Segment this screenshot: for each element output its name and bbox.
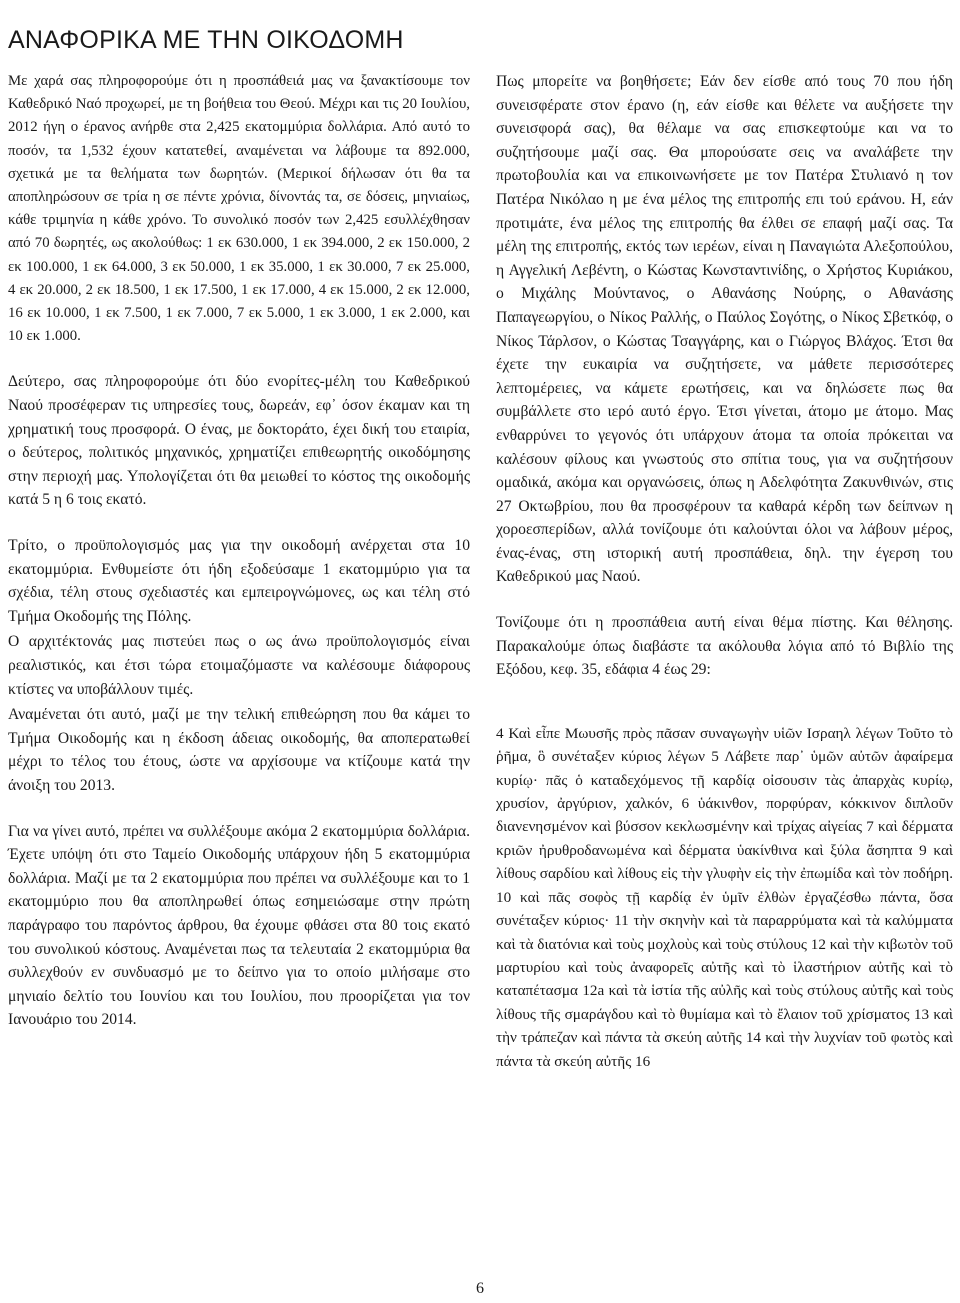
paragraph-donations: Με χαρά σας πληροφορούμε ότι η προσπάθειά μας να ξανακτίσουμε τον Καθεδρικό Ναό προχωρεί, με τη βοήθεια του Θεού. Μέχρι και τις 20 Ιουλίου, 2012 ήγη ο έρανος ανήρθε στα 2,425 εκατομμύρια δολλάρια. Από αυτό το ποσόν, τα 1,532 έχουν κατατεθεί, αναμένεται να λάβουμε τα 892.000, σχετικά με τα θελήματα των δωρητών. (Μερικοί δήλωσαν ότι θα τα αποπληρώσουν σε τρία η σε πέντε χρόνια, δίνοντάς τα, σε δόσεις, μηνιαίως, κάθε τριμηνία η κάθε χρόνο. Το συνολικό ποσόν των 2,425 εσυλλέχθησαν από 70 δωρητές, ως ακολούθως: 1 εκ 630.000, 1 εκ 394.000, 2 εκ 150.000, 2 εκ 100.000, 1 εκ 64.000, 3 εκ 50.000, 1 εκ 35.000, 1 εκ 30.000, 7 εκ 25.000, 4 εκ 20.000, 2 εκ 18.500, 1 εκ 17.500, 1 εκ 17.000, 4 εκ 15.000, 2 εκ 12.000, 16 εκ 10.000, 1 εκ 7.500, 1 εκ 7.000, 7 εκ 5.000, 1 εκ 3.000, 1 εκ 2.000, και 10 εκ 1.000. xyxy=(8,73,470,345)
paragraph-inspection: Αναμένεται ότι αυτό, μαζί με την τελική επιθεώρηση που θα κάμει το Τμήμα Οικοδομής και η έκδοση άδειας οικοδομής, θα αποπερατωθεί μέχρι το τέλος του έτους, ώστε να αρχίσουμε να κτίζουμε κατά την άνοιξη του 2013. xyxy=(8,706,470,794)
paragraph-architect: Ο αρχιτέκτονάς μας πιστεύει πως ο ως άνω προϋπολογισμός είναι ρεαλιστικός, και έτσι τώρα ετοιμαζόμαστε να καλέσουμε διάφορους κτίστες να υποβάλλουν τιμές. xyxy=(8,633,470,698)
paragraph-remaining-funds: Για να γίνει αυτό, πρέπει να συλλέξουμε ακόμα 2 εκατομμύρια δολλάρια. Έχετε υπόψη ότι στο Ταμείο Οικοδομής υπάρχουν ήδη 5 εκατομμύρια δολλάρια. Μαζί με τα 2 εκατομμύρια που πρέπει να συλλέξουμε και το 1 εκατομμύριο που θα αποπληρωθεί όπως εσημειώσαμε στην πρώτη παράγραφο του παρόντος άρθρου, θα έχουμε φθάσει στα 80 τοις εκατό του συνολικού κόστους. Αναμένεται πως τα τελευταία 2 εκατομμύρια θα συλλεχθούν εν συνδυασμό με το δείπνο για το οποίο μιλήσαμε στο μηνιαίο δελτίο του Ιουνίου και του Ιουλίου, που προορίζεται για τον Ιανουάριο του 2014. xyxy=(8,822,470,1029)
left-column xyxy=(8,70,470,1032)
paragraph-faith: Τονίζουμε ότι η προσπάθεια αυτή είναι θέμα πίστης. Και θέλησης. Παρακαλούμε όπως διαβάστε τα ακόλουθα λόγια από τό Βιβλίο της Εξόδου, κεφ. 35, εδάφια 4 έως 29: xyxy=(496,614,953,679)
right-column xyxy=(496,70,953,1073)
paragraph-volunteers: Δεύτερο, σας πληροφορούμε ότι δύο ενορίτες-μέλη του Καθεδρικού Ναού προσέφεραν τις υπηρεσίες τους, δωρεάν, εφ᾽ όσον έκαμαν και τη χρηματική τους προσφορά. Ο ένας, με δοκτοράτο, έχει δική του εταιρία, ο δεύτερος, πολιτικός μηχανικός, χρηματίζει επιθεωρητής οικοδόμησης στην περιοχή μας. Υπολογίζεται ότι θα μειωθεί το κόστος της οικοδομής κατά 5 η 6 τοις εκατό. xyxy=(8,373,470,509)
scripture-quote: 4 Καὶ εἶπε Μωυσῆς πρὸς πᾶσαν συναγωγὴν υἱῶν Ισραηλ λέγων Τοῦτο τὸ ῥῆμα, ὃ συνέταξεν κύριος λέγων 5 Λάβετε παρ᾿ ὑμῶν αὐτῶν ἀφαίρεμα κυρίῳ· πᾶς ὁ καταδεχόμενος τῇ καρδίᾳ οἰσουσιν τὰς ἀπαρχὰς κυρίῳ, χρυσίον, ἀργύριον, χαλκόν, 6 ὑάκινθον, πορφύραν, κόκκινον διπλοῦν διανενησμένον καὶ βύσσον κεκλωσμένην καὶ τρίχας αἰγείας 7 καὶ δέρματα κριῶν ἠρυθροδανωμένα καὶ δέρματα ὑακίνθινα καὶ ξύλα ἄσηπτα 9 καὶ λίθους σαρδίου καὶ λίθους εἰς τὴν γλυφὴν εἰς τὴν ἐπωμίδα καὶ τὸν ποδήρη. 10 καὶ πᾶς σοφὸς τῇ καρδίᾳ ἐν ὑμῖν ἐλθὼν ἐργαζέσθω πάντα, ὅσα συνέταξεν κύριος· 11 τὴν σκηνὴν καὶ τὰ παραρρύματα καὶ τὰ καλύμματα καὶ τὰ διατόνια καὶ τοὺς μοχλοὺς καὶ τοὺς στύλους 12 καὶ τὴν κιβωτὸν τοῦ μαρτυρίου καὶ τοὺς ἀναφορεῖς αὐτῆς καὶ τὸ ἱλαστήριον αὐτῆς καὶ τὸ καταπέτασμα 12a καὶ τὰ ἱστία τῆς αὐλῆς καὶ τοὺς στύλους αὐτῆς καὶ τοὺς λίθους τῆς σμαράγδου καὶ τὸ θυμίαμα καὶ τὸ ἔλαιον τοῦ χρίσματος 13 καὶ τὴν τράπεζαν καὶ πάντα τὰ σκεύη αὐτῆς 14 καὶ τὴν λυχνίαν τοῦ φωτὸς καὶ πάντα τὰ σκεύη αὐτῆς 16 xyxy=(496,724,953,1070)
page-title: ΑΝΑΦΟΡΙΚΑ ΜΕ ΤΗΝ ΟΙΚΟΔΟΜΗ xyxy=(8,26,404,54)
paragraph-budget: Τρίτο, ο προϋπολογισμός μας για την οικοδομή ανέρχεται στα 10 εκατομμύρια. Ενθυμείστε ότι ήδη εξοδεύσαμε 1 εκατομμύριο για τα σχέδια, τέλη στους σχεδιαστές και εμπειρογνώμονες, ως και τέλη στό Τμήμα Οκοδομής της Πόλης. xyxy=(8,537,470,625)
paragraph-how-to-help: Πως μπορείτε να βοηθήσετε; Εάν δεν είσθε από τους 70 που ήδη συνεισφέρατε στον έρανο (η, εάν είσθε και θέλετε να αυξήσετε την συνεισφορά σας), θα θέλαμε να σας επισκεφτούμε και να το συζητήσουμε μαζί σας. Θα μπορούσατε σεις να αναλάβετε την πρωτοβουλία και να επικοινωνήσετε με τον Πατέρα Στυλιανό η τον Πατέρα Νικόλαο η με ένα μέλος της επιτροπής επι τού εράνου. Η, εάν προτιμάτε, ένα μέλος της επιτροπής θα έλθει σε επαφή μαζί σας. Τα μέλη της επιτροπής, εκτός των ιερέων, είναι η Παναγιώτα Αλεξοπούλου, η Αγγελική Λεβέντη, ο Κώστας Κωνσταντινίδης, ο Χρήστος Κυριάκου, ο Μιχάλης Μούντανος, ο Αθανάσης Νούρης, ο Αθανάσης Παπαγεωργίου, ο Νίκος Ραλλής, ο Παύλος Σογότης, ο Νίκος Σβετκόφ, ο Νίκος Τάρλσον, ο Κώστας Τσαγγάρης, και ο Γιώργος Βλάχος. Έτσι θα έχετε την ευκαιρία να συζητήσετε, να μάθετε περισσότερες λεπτομέρειες, να κάμετε ερωτήσεις, και να δηλώσετε πως θα συμβάλλετε στο ιερό αυτό έργο. Έτσι γίνεται, άτομο με άτομο. Μας ενθαρρύνει το γεγονός ότι υπάρχουν άτομα τα οποία πρόκειται να καλέσουν φίλους και γνωστούς στο σπίτια τους, για να συζητήσουν ομαδικά, ακόμα και οργανώσεις, όπως η Αδελφότητα Ζακυνθινών, στις 27 Οκτωβρίου, που θα προσφέρουν τα καθαρά κέρδη των δείπνων η χοροεσπερίδων, αλλά τονίζουμε ότι καλούνται όλοι να λάβουν μέρος, ένας-ένας, στη ιστορική αυτή προσπάθεια, δηλ. την έγερση του Καθεδρικού μας Ναού. xyxy=(496,73,953,586)
page-number: 6 xyxy=(476,1280,484,1297)
